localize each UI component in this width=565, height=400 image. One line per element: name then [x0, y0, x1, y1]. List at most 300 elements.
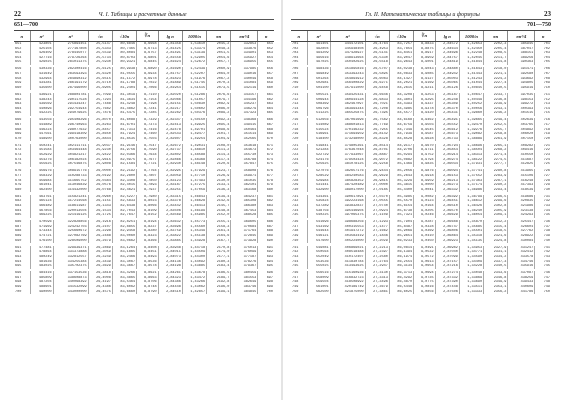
table-cell: 26,3439 [88, 260, 112, 265]
table-cell: 487204 [30, 280, 53, 285]
table-cell: 428922 [508, 234, 535, 239]
table-cell: 2177,1 [207, 255, 231, 260]
table-cell: 469225 [30, 213, 53, 218]
table-cell: 2,82151 [158, 102, 182, 107]
table-cell: 26,0000 [88, 169, 112, 174]
table-cell: 689 [15, 234, 22, 239]
table-cell: 83,3067 [112, 260, 136, 265]
table-cell: 8,8451 [137, 250, 159, 255]
table-cell: 80,8703 [112, 56, 136, 61]
table-cell: 26,8701 [365, 148, 389, 153]
table-cell: 426409 [30, 51, 53, 56]
table-cell: 2180,3 [207, 260, 231, 265]
table-cell: 749 [535, 285, 551, 290]
table-cell: 1,47493 [182, 179, 206, 184]
table-cell: 84,4393 [389, 102, 413, 107]
table-cell: 287496000 [53, 86, 88, 91]
table-cell: 710 [535, 86, 551, 91]
table-cell: 379367 [231, 264, 258, 269]
table-cell: 547600 [307, 239, 330, 244]
table-cell: 516961 [307, 132, 330, 137]
table-cell: 368601813 [330, 123, 365, 128]
table-cell: 8,7110 [137, 93, 159, 98]
table-cell: 670 [258, 137, 274, 142]
table-cell: 345237 [231, 102, 258, 107]
table-cell: 410172407 [330, 255, 365, 260]
table-cell: 345948408 [330, 47, 365, 52]
table-cell: 332853 [231, 42, 258, 47]
table-cell: 366380 [231, 204, 258, 209]
column-header: √10n [112, 31, 136, 42]
table-cell: 8,9918 [414, 174, 436, 179]
table-cell: 1,50602 [182, 107, 206, 112]
table-cell: 27,0740 [365, 204, 389, 209]
table-cell: 1,49925 [182, 123, 206, 128]
table-cell: 1,45773 [182, 220, 206, 225]
table-cell: 85,4400 [389, 188, 413, 193]
table-cell: 454276 [30, 158, 53, 163]
table-cell: 733 [535, 204, 551, 209]
table-cell: 83,0060 [112, 234, 136, 239]
table-cell: 682 [258, 199, 274, 204]
table-cell: 8,9545 [414, 128, 436, 133]
table-cell: 2268,2 [484, 148, 508, 153]
table-cell: 1,50150 [182, 118, 206, 123]
table-cell: 325660672 [53, 229, 88, 234]
table-cell: 2,81690 [158, 67, 182, 72]
table-cell: 85,6154 [389, 204, 413, 209]
table-cell: 660 [15, 85, 22, 90]
table-cell: 86,4292 [389, 276, 413, 281]
table-cell: 726 [535, 169, 551, 174]
table-cell: 8,8663 [137, 276, 159, 281]
table-cell: 406869021 [330, 246, 365, 251]
table-cell: 1,35318 [459, 234, 483, 239]
table-cell: 664 [15, 106, 22, 111]
table-cell: 2353,1 [484, 285, 508, 290]
table-cell: 739 [292, 234, 299, 239]
table-cell: 696 [258, 271, 274, 276]
table-cell: 27,3496 [365, 280, 389, 285]
table-cell: 652 [15, 46, 22, 51]
table-cell: 2,85733 [435, 137, 459, 142]
table-cell: 2095,4 [207, 123, 231, 128]
table-cell: 2155,1 [207, 220, 231, 225]
table-cell: 677 [258, 174, 274, 179]
table-cell: 341532099 [53, 285, 88, 290]
table-cell: 723 [535, 153, 551, 158]
table-cell: 2079,7 [207, 98, 231, 103]
table-cell: 738 [535, 229, 551, 234]
table-cell: 417393 [508, 183, 535, 188]
table-cell: 2,86806 [435, 229, 459, 234]
table-cell: 2,86094 [435, 169, 459, 174]
table-cell: 686 [258, 220, 274, 225]
table-cell: 84,6759 [389, 123, 413, 128]
table-cell: 82,7647 [112, 213, 136, 218]
table-cell: 82,2192 [112, 169, 136, 174]
table-cell: 335702375 [53, 264, 88, 269]
table-cell: 84,9117 [389, 144, 413, 149]
table-cell: 2064,0 [207, 72, 231, 77]
column-header: πn²/4 [231, 31, 258, 42]
table-cell: 1,49254 [182, 137, 206, 142]
table-cell: 2,84634 [435, 47, 459, 52]
table-cell: 2346,8 [484, 276, 508, 281]
table-cell: 294079625 [53, 111, 88, 116]
table-cell: 2,87040 [435, 250, 459, 255]
table-cell: 514089 [307, 123, 330, 128]
table-cell: 1,39860 [459, 111, 483, 116]
table-cell: 1,36612 [459, 199, 483, 204]
table-cell: 26,1534 [88, 209, 112, 214]
table-cell: 8,9001 [414, 60, 436, 65]
table-cell: 711 [535, 93, 551, 98]
table-cell: 322828856 [53, 220, 88, 225]
table-cell: 497025 [307, 60, 330, 65]
table-cell: 83,1865 [112, 250, 136, 255]
table-cell: 692 [258, 250, 274, 255]
table-cell: 401515 [508, 111, 535, 116]
table-cell: 339016 [231, 72, 258, 77]
table-cell: 2,83822 [158, 234, 182, 239]
table-cell: 710 [292, 85, 299, 90]
table-cell: 2,87274 [435, 271, 459, 276]
table-cell: 1,44928 [182, 239, 206, 244]
table-cell: 1,44509 [182, 250, 206, 255]
table-cell: 2,84323 [158, 276, 182, 281]
table-cell: 2,84880 [435, 67, 459, 72]
table-cell: 371694959 [330, 132, 365, 137]
table-cell: 85,0882 [389, 158, 413, 163]
table-cell: 663 [258, 102, 274, 107]
table-cell: 26,4953 [365, 47, 389, 52]
table-cell: 654 [15, 55, 22, 60]
table-cell: 506944 [307, 98, 330, 103]
table-cell: 740 [292, 238, 299, 243]
table-cell: 2233,7 [484, 93, 508, 98]
table-cell: 321419125 [53, 213, 88, 218]
table-cell: 748 [535, 280, 551, 285]
table-cell: 670 [15, 136, 22, 141]
table-cell: 750 [535, 290, 551, 295]
table-cell: 2,83696 [158, 225, 182, 230]
table-cell: 665 [258, 111, 274, 116]
table-cell: 2,87216 [435, 264, 459, 269]
table-cell: 2261,9 [484, 137, 508, 142]
table-cell: 418508992 [330, 280, 365, 285]
table-cell: 543169 [307, 225, 330, 230]
table-cell: 376099 [231, 250, 258, 255]
table-cell: 363168 [231, 188, 258, 193]
table-cell: 498436 [307, 67, 330, 72]
table-cell: 2,82802 [158, 153, 182, 158]
table-cell: 1,33333 [459, 290, 483, 295]
column-header: n³ [53, 31, 88, 42]
table-cell: 1,47059 [182, 188, 206, 193]
table-cell: 688 [258, 229, 274, 234]
table-cell: 26,6083 [365, 77, 389, 82]
table-cell: 2,84448 [158, 285, 182, 290]
table-cell: 2,86451 [435, 199, 459, 204]
table-cell: 724 [535, 158, 551, 163]
table-cell: 84,4985 [389, 107, 413, 112]
table-cell: 741 [292, 245, 299, 250]
table-cell: 8,9043 [414, 67, 436, 72]
column-header: ∛n [414, 31, 436, 42]
table-cell: 2117,4 [207, 158, 231, 163]
table-cell: 744 [292, 259, 299, 264]
table-cell: 2,82866 [158, 158, 182, 163]
table-cell: 374805361 [330, 144, 365, 149]
table-cell: 26,7395 [365, 111, 389, 116]
table-cell: 1,45560 [182, 225, 206, 230]
table-cell: 8,8833 [414, 42, 436, 47]
table-cell: 459684 [30, 179, 53, 184]
table-cell: 2,84696 [435, 51, 459, 56]
table-cell: 399272 [508, 102, 535, 107]
table-cell: 302111711 [53, 144, 88, 149]
table-cell: 8,7590 [137, 148, 159, 153]
table-cell: 8,8959 [414, 56, 436, 61]
table-cell: 2,84386 [158, 280, 182, 285]
table-cell: 359425431 [330, 93, 365, 98]
table-cell: 8,9211 [414, 86, 436, 91]
table-cell: 362467097 [330, 102, 365, 107]
table-cell: 527076 [307, 169, 330, 174]
table-cell: 1,53610 [182, 42, 206, 47]
table-cell: 2,84819 [435, 60, 459, 65]
table-cell: 1,51057 [182, 98, 206, 103]
table-cell: 82,5227 [112, 195, 136, 200]
table-cell: 81,1788 [112, 81, 136, 86]
table-cell: 25,9615 [88, 158, 112, 163]
table-cell: 427716 [30, 56, 53, 61]
right-page [283, 0, 565, 400]
table-cell: 83,2466 [112, 255, 136, 260]
column-header: πn²/4 [508, 31, 535, 42]
table-cell: 2,83187 [158, 183, 182, 188]
table-cell: 2,83059 [158, 174, 182, 179]
table-cell: 8,9711 [414, 148, 436, 153]
table-cell: 2,85673 [435, 132, 459, 137]
table-cell: 2,85794 [435, 144, 459, 149]
table-cell: 8,8366 [137, 239, 159, 244]
table-cell: 8,8408 [137, 246, 159, 251]
table-cell: 8,9628 [414, 137, 436, 142]
table-cell: 2126,9 [207, 174, 231, 179]
table-cell: 8,9420 [414, 111, 436, 116]
table-cell: 86,1394 [389, 250, 413, 255]
table-cell: 2,82543 [158, 132, 182, 137]
table-cell: 1,39276 [459, 128, 483, 133]
table-cell: 83,6062 [112, 285, 136, 290]
table-cell: 25,6710 [88, 81, 112, 86]
table-cell: 553536 [307, 260, 330, 265]
column-header: lg n [158, 31, 182, 42]
table-cell: 300763000 [53, 137, 88, 142]
table-cell: 8,7547 [137, 144, 159, 149]
table-cell: 1,38889 [459, 137, 483, 142]
column-header: n [258, 31, 274, 42]
table-cell: 441786 [508, 290, 535, 295]
table-cell: 439433 [508, 280, 535, 285]
table-cell: 25,8650 [88, 132, 112, 137]
table-cell: 661 [15, 92, 22, 97]
table-cell: 1,43678 [182, 271, 206, 276]
table-cell: 664 [258, 107, 274, 112]
table-cell: 1,51745 [182, 81, 206, 86]
table-cell: 27,2947 [365, 264, 389, 269]
table-cell: 337985 [231, 67, 258, 72]
table-cell: 2230,5 [484, 86, 508, 91]
table-cell: 2,85126 [435, 86, 459, 91]
table-cell: 699 [258, 285, 274, 290]
table-cell: 82,2800 [112, 174, 136, 179]
table-cell: 2,84757 [435, 56, 459, 61]
table-cell: 655 [258, 60, 274, 65]
table-cell: 362101 [231, 183, 258, 188]
table-cell: 721 [292, 143, 299, 148]
table-cell: 701 [535, 42, 551, 47]
table-cell: 685 [258, 213, 274, 218]
table-cell: 1,50376 [182, 111, 206, 116]
table-cell: 27,0924 [365, 209, 389, 214]
table-cell: 1,46199 [182, 209, 206, 214]
table-cell: 2,82995 [158, 169, 182, 174]
table-cell: 377933067 [330, 153, 365, 158]
table-cell: 9,0287 [414, 220, 436, 225]
table-cell: 82,4015 [112, 183, 136, 188]
table-cell: 8,7460 [137, 132, 159, 137]
table-cell: 85,7321 [389, 213, 413, 218]
table-cell: 2265,1 [484, 144, 508, 149]
table-cell: 2,85187 [435, 93, 459, 98]
table-cell: 2236,8 [484, 98, 508, 103]
table-cell: 695 [258, 264, 274, 269]
table-cell: 8,6713 [137, 47, 159, 52]
table-cell: 346279 [231, 107, 258, 112]
table-cell: 8,9752 [414, 153, 436, 158]
table-cell: 1,36426 [459, 204, 483, 209]
table-cell: 9,0082 [414, 195, 436, 200]
table-cell: 8,9253 [414, 93, 436, 98]
table-cell: 2067,2 [207, 77, 231, 82]
table-cell: 524176 [307, 158, 330, 163]
table-cell: 722 [535, 148, 551, 153]
table-cell: 443556 [30, 118, 53, 123]
table-cell: 9,0410 [414, 234, 436, 239]
table-cell: 700 [15, 289, 22, 294]
table-cell: 27,1293 [365, 220, 389, 225]
table-cell: 431247 [508, 246, 535, 251]
table-cell: 461041 [30, 183, 53, 188]
table-cell: 26,4764 [365, 42, 389, 47]
table-cell: 365308 [231, 199, 258, 204]
table-cell: 511225 [307, 111, 330, 116]
table-cell: 1,38504 [459, 148, 483, 153]
table-cell: 2,86747 [435, 225, 459, 230]
table-cell: 403583419 [330, 234, 365, 239]
table-cell: 2,83251 [158, 188, 182, 193]
column-header: √n [365, 31, 389, 42]
table-cell: 84,7349 [389, 128, 413, 133]
table-cell: 314432000 [53, 188, 88, 193]
table-cell: 8,8109 [137, 209, 159, 214]
table-cell: 26,4008 [88, 276, 112, 281]
table-cell: 424293 [508, 213, 535, 218]
table-cell: 734 [535, 209, 551, 214]
table-cell: 442225 [30, 111, 53, 116]
table-cell: 8,7066 [137, 86, 159, 91]
table-cell: 329939371 [53, 246, 88, 251]
table-cell: 26,9815 [365, 179, 389, 184]
table-cell: 9,0491 [414, 246, 436, 251]
table-cell: 1,36240 [459, 209, 483, 214]
table-cell: 84,2021 [389, 81, 413, 86]
table-cell: 82,0975 [112, 158, 136, 163]
table-cell: 2,82607 [158, 137, 182, 142]
table-cell: 2309,1 [484, 213, 508, 218]
table-cell: 2,82086 [158, 98, 182, 103]
table-cell: 711 [292, 92, 299, 97]
table-cell: 405224000 [330, 239, 365, 244]
table-cell: 342119 [231, 86, 258, 91]
table-cell: 26,2107 [88, 225, 112, 230]
table-cell: 27,0555 [365, 199, 389, 204]
table-cell: 2,86034 [435, 162, 459, 167]
table-cell: 394805 [508, 81, 535, 86]
table-cell: 456976 [30, 169, 53, 174]
table-cell: 703 [535, 51, 551, 56]
table-cell: 1,34409 [459, 260, 483, 265]
table-cell: 81,5475 [112, 111, 136, 116]
table-cell: 692 [15, 250, 22, 255]
table-cell: 1,35870 [459, 220, 483, 225]
table-cell: 2098,6 [207, 128, 231, 133]
table-cell: 8,8023 [137, 199, 159, 204]
table-cell: 81,8535 [112, 137, 136, 142]
table-cell: 2202,3 [484, 42, 508, 47]
table-cell: 27,1109 [365, 213, 389, 218]
table-cell: 437087 [508, 271, 535, 276]
table-cell: 26,7769 [365, 123, 389, 128]
table-cell: 420835 [508, 199, 535, 204]
table-cell: 699 [15, 285, 22, 289]
table-cell: 26,3249 [88, 255, 112, 260]
table-cell: 8,6890 [137, 67, 159, 72]
table-cell: 82,5833 [112, 199, 136, 204]
table-cell: 340068392 [53, 280, 88, 285]
table-cell: 476100 [30, 239, 53, 244]
table-cell: 735 [535, 213, 551, 218]
table-cell: 307546875 [53, 162, 88, 167]
table-cell: 8,7373 [137, 123, 159, 128]
table-cell: 25,9230 [88, 148, 112, 153]
table-cell: 25,8070 [88, 118, 112, 123]
table-cell: 81,4248 [112, 102, 136, 107]
table-cell: 558009 [307, 276, 330, 281]
table-cell: 528529 [307, 174, 330, 179]
table-cell: 2,85370 [435, 107, 459, 112]
table-cell: 1,34228 [459, 264, 483, 269]
table-cell: 552049 [307, 255, 330, 260]
table-cell: 85,0294 [389, 153, 413, 158]
table-cell: 9,0246 [414, 213, 436, 218]
table-cell: 2227,4 [484, 81, 508, 86]
table-cell: 407150 [508, 137, 535, 142]
table-cell: 1,40056 [459, 107, 483, 112]
